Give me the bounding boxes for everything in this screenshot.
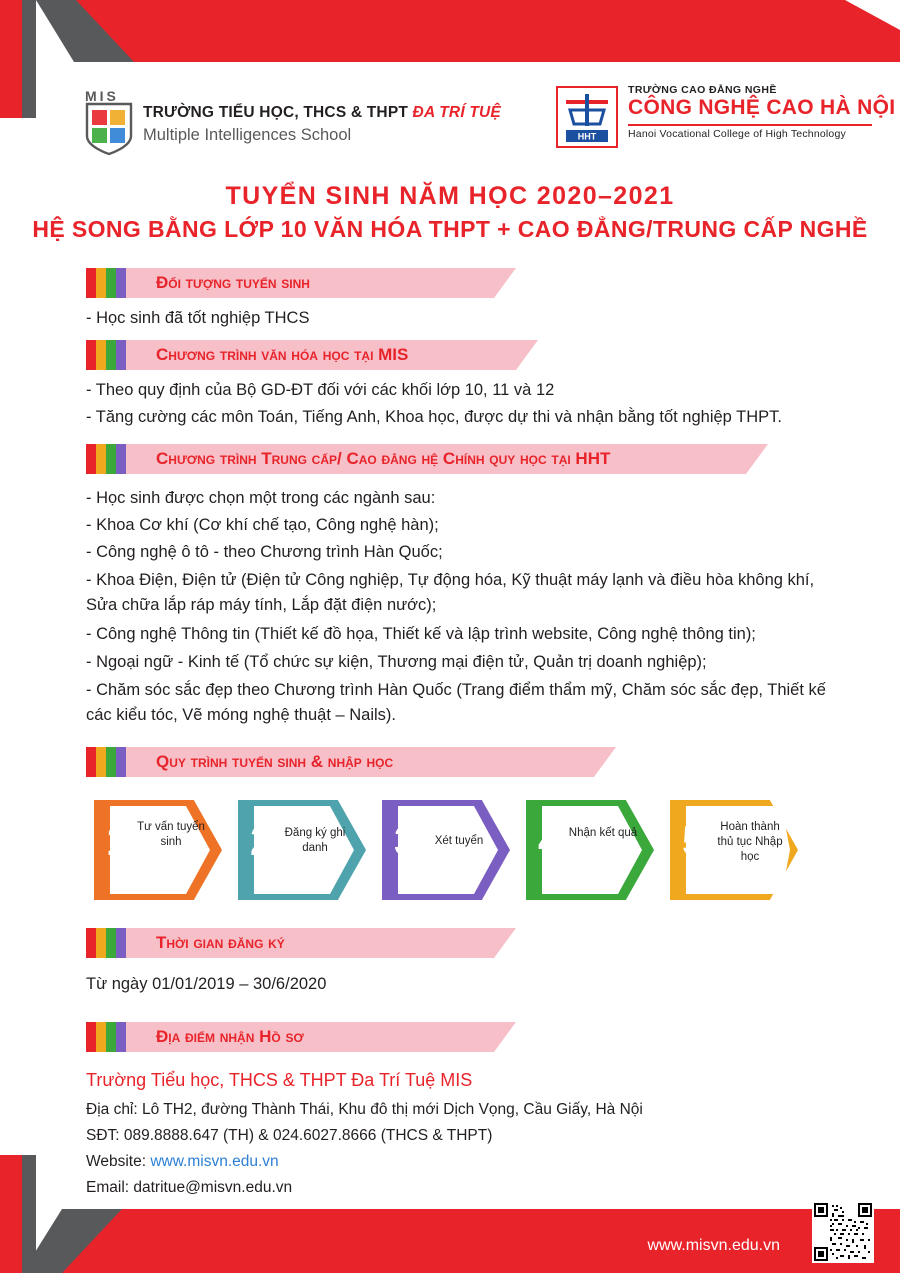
ribbon-tip [746, 444, 768, 474]
section-heading-quy-trinh [86, 747, 606, 777]
qr-code-graphic [814, 1203, 872, 1261]
section-doi-tuong-line-0: - Học sinh đã tốt nghiệp THCS [86, 309, 310, 327]
mis-logo-mark-text: MIS [85, 88, 119, 104]
ribbon-tip [494, 1022, 516, 1052]
ribbon-tip [516, 340, 538, 370]
section-title-text: Quy trình tuyển sinh & nhập học [156, 752, 394, 771]
contact-address: Địa chỉ: Lô TH2, đường Thành Thái, Khu đô thị mới Dịch Vọng, Cầu Giấy, Hà Nội [86, 1101, 643, 1118]
decor-bottom-left-grey-bar [22, 1155, 36, 1273]
ribbon-tip [594, 747, 616, 777]
mis-school-name-vi [143, 104, 501, 122]
process-step-3 [382, 800, 510, 900]
mis-school-name-plain: TRƯỜNG TIỂU HỌC, THCS & THPT [143, 104, 413, 121]
mis-school-name-emphasis: ĐA TRÍ TUỆ [412, 104, 501, 121]
ribbon-color-bars [86, 928, 126, 958]
poster-header [0, 80, 900, 170]
page-subtitle: HỆ SONG BẰNG LỚP 10 VĂN HÓA THPT + CAO ĐẲNG/TRUNG CẤP NGHỀ [32, 216, 868, 242]
contact-email: Email: datrituе@misvn.edu.vn [86, 1179, 293, 1196]
section-title-text: Thời gian đăng ký [156, 933, 285, 952]
hht-divider [628, 124, 872, 126]
decor-bottom-left-red-bar [0, 1155, 22, 1273]
hht-emblem-icon [556, 86, 618, 148]
section-heading-trung-cap [86, 444, 766, 474]
section-trung-cap-line-0: - Học sinh được chọn một trong các ngành sau: [86, 489, 436, 507]
qr-code[interactable] [812, 1201, 874, 1263]
process-step-1-number: 1 [106, 817, 130, 864]
ribbon-tip [494, 268, 516, 298]
process-step-3-label: Xét tuyển [434, 835, 484, 847]
section-thoi-gian-line-0: Từ ngày 01/01/2019 – 30/6/2020 [86, 975, 327, 993]
contact-phone: SĐT: 089.8888.647 (TH) & 024.6027.8666 (THCS & THPT) [86, 1127, 493, 1144]
ribbon-color-bars [86, 444, 126, 474]
process-step-4-number: 4 [538, 817, 562, 864]
section-trung-cap-line-5: - Ngoại ngữ - Kinh tế (Tổ chức sự kiện, Thương mại điện tử, Quản trị doanh nghiệp); [86, 653, 707, 671]
hht-name-line2: CÔNG NGHỆ CAO HÀ NỘI [628, 96, 896, 119]
section-title-text: Chương trình Trung cấp/ Cao đẳng hệ Chính quy học tại HHT [156, 449, 611, 468]
section-trung-cap-line-3: - Khoa Điện, Điện tử (Điện tử Công nghiệp, Tự động hóa, Kỹ thuật máy lạnh và điều hòa không khí, Sửa chữa lắp ráp máy tính, Lắp đặt điện nước); [86, 571, 815, 614]
contact-website-link[interactable]: www.misvn.edu.vn [150, 1153, 279, 1170]
section-title-text: Địa điểm nhận Hồ sơ [156, 1027, 304, 1046]
process-step-2-label: Đăng ký ghi danh [284, 827, 346, 854]
process-step-2-number: 2 [250, 817, 274, 864]
hht-name-line1: TRƯỜNG CAO ĐẲNG NGHỀ [628, 84, 777, 96]
section-heading-van-hoa [86, 340, 536, 370]
section-van-hoa-line-0: - Theo quy định của Bộ GD-ĐT đối với các khối lớp 10, 11 và 12 [86, 381, 555, 399]
section-trung-cap-line-1: - Khoa Cơ khí (Cơ khí chế tạo, Công nghệ hàn); [86, 516, 439, 534]
section-trung-cap-line-4: - Công nghệ Thông tin (Thiết kế đồ họa, Thiết kế và lập trình website, Công nghệ thông tin); [86, 625, 756, 643]
ribbon-color-bars [86, 268, 126, 298]
contact-block [86, 1070, 846, 1201]
ribbon-color-bars [86, 747, 126, 777]
section-heading-dia-diem [86, 1022, 516, 1052]
process-step-1-label: Tư vấn tuyển sinh [137, 821, 205, 848]
section-title-text: Chương trình văn hóa học tại MIS [156, 345, 409, 364]
process-step-5-label: Hoàn thành thủ tục Nhập học [717, 821, 783, 863]
ribbon-tip [494, 928, 516, 958]
section-heading-thoi-gian [86, 928, 516, 958]
process-step-5 [670, 800, 798, 900]
process-step-3-number: 3 [394, 817, 418, 864]
section-heading-doi-tuong [86, 268, 516, 298]
ribbon-color-bars [86, 340, 126, 370]
section-trung-cap-line-6: - Chăm sóc sắc đẹp theo Chương trình Hàn Quốc (Trang điểm thẩm mỹ, Chăm sóc sắc đẹp, Thiết kế các kiểu tóc, Vẽ móng nghệ thuật – Nails). [86, 681, 826, 724]
contact-organization: Trường Tiểu học, THCS & THPT Đa Trí Tuệ MIS [86, 1070, 473, 1090]
section-van-hoa-line-1: - Tăng cường các môn Toán, Tiếng Anh, Khoa học, được dự thi và nhận bằng tốt nghiệp THPT. [86, 408, 782, 426]
process-step-4-label: Nhận kết quả [568, 827, 638, 839]
process-step-4 [526, 800, 654, 900]
decor-top-red-band [36, 0, 900, 62]
contact-website-label: Website: [86, 1153, 151, 1170]
section-trung-cap-line-2: - Công nghệ ô tô - theo Chương trình Hàn Quốc; [86, 543, 443, 561]
hht-name-line3: Hanoi Vocational College of High Technology [628, 128, 846, 140]
mis-shield-icon [85, 102, 133, 156]
page-title: TUYỂN SINH NĂM HỌC 2020–2021 [225, 182, 675, 210]
admission-process-steps [86, 800, 816, 904]
process-step-1 [94, 800, 222, 900]
mis-school-name-en: Multiple Intelligences School [143, 126, 352, 144]
section-title-text: Đối tượng tuyển sinh [156, 273, 310, 292]
hht-logo [556, 80, 896, 158]
svg-text:HHT: HHT [577, 131, 597, 142]
ribbon-color-bars [86, 1022, 126, 1052]
process-step-5-number: 5 [682, 817, 706, 864]
mis-logo [85, 88, 501, 158]
process-step-2 [238, 800, 366, 900]
contact-website-row [86, 1149, 846, 1175]
footer-website-url[interactable]: www.misvn.edu.vn [647, 1237, 780, 1254]
